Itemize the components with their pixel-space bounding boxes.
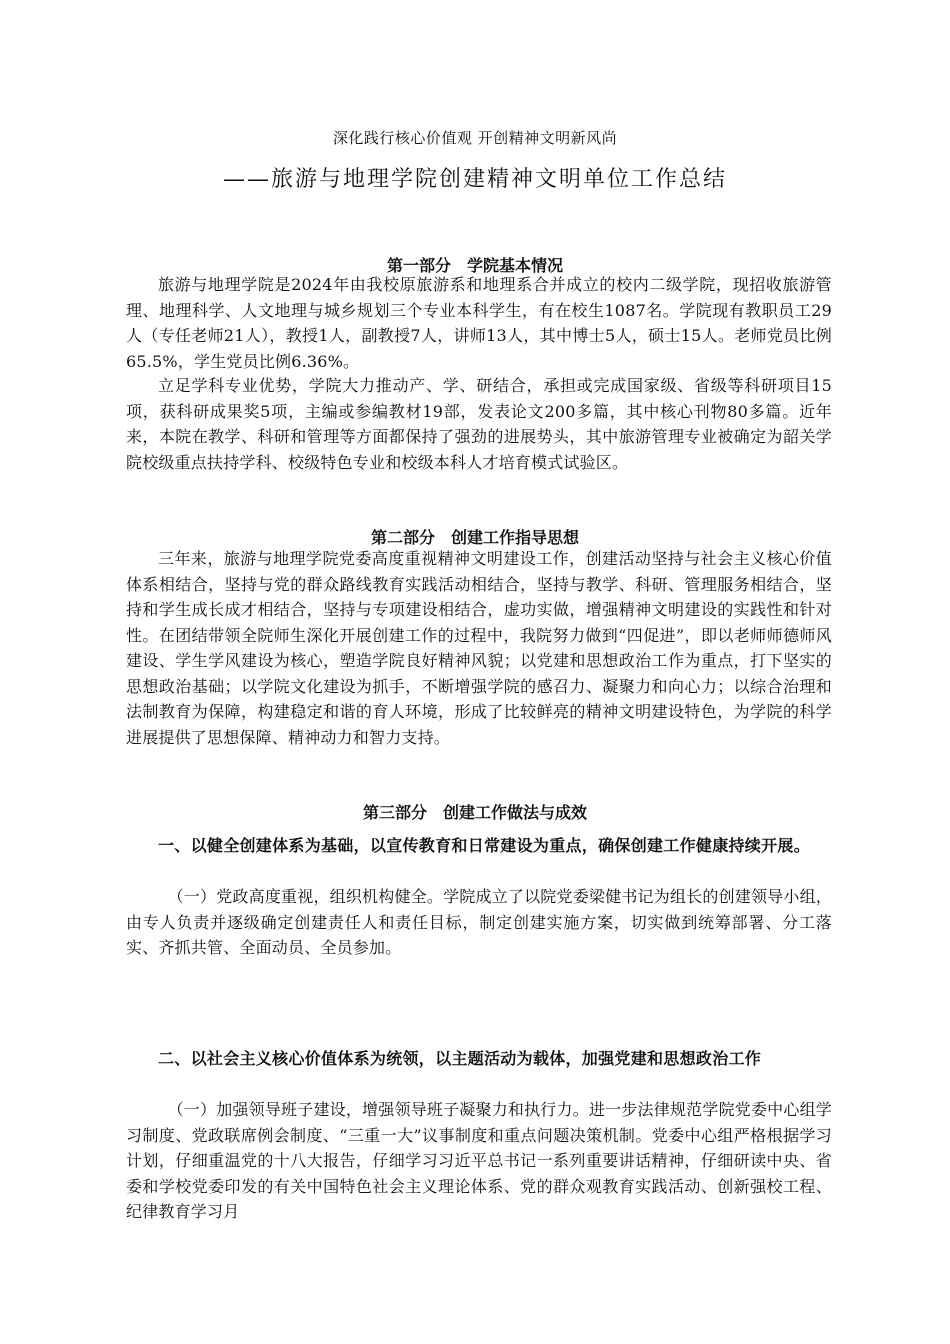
item-paragraph-1: （一）党政高度重视，组织机构健全。学院成立了以院党委梁健书记为组长的创建领导小组，由专人负责并逐级确定创建责任人和责任目标，制定创建实施方案，切实做到统筹部署、分工落实、齐抓共管、全面动员、全员参加。	[126, 887, 832, 957]
item-heading-1: 一、以健全创建体系为基础，以宣传教育和日常建设为重点，确保创建工作健康持续开展。	[158, 836, 811, 855]
item-paragraph-2: （一）加强领导班子建设，增强领导班子凝聚力和执行力。进一步法律规范学院党委中心组学习制度、党政联席例会制度、“三重一大”议事制度和重点问题决策机制。党委中心组严格根据学习计划，仔细重温党的十八大报告，仔细学习习近平总书记一系列重要讲话精神，仔细研读中央、省委和学校党委印发的有关中国特色社会主义理论体系、党的群众观教育实践活动、创新强校工程、纪律教育学习月	[126, 1100, 832, 1221]
section-heading-practices: 第三部分 创建工作做法与成效	[362, 803, 587, 822]
document-subtitle: 深化践行核心价值观 开创精神文明新风尚	[332, 129, 618, 147]
section-heading-guiding-ideology: 第二部分 创建工作指导思想	[370, 528, 579, 547]
paragraph-research-achievements: 立足学科专业优势，学院大力推动产、学、研结合，承担或完成国家级、省级等科研项目15项，获科研成果奖5项，主编或参编教材19部，发表论文200多篇，其中核心刊物80多篇。近年来，本院在教学、科研和管理等方面都保持了强劲的进展势头，其中旅游管理专业被确定为韶关学院校级重点扶持学科、校级特色专业和校级本科人才培育模式试验区。	[126, 376, 832, 472]
section-heading-basic-info: 第一部分 学院基本情况	[386, 256, 563, 275]
item-heading-2: 二、以社会主义核心价值体系为统领，以主题活动为载体，加强党建和思想政治工作	[158, 1049, 762, 1068]
document-title: ——旅游与地理学院创建精神文明单位工作总结	[222, 167, 727, 192]
paragraph-college-overview: 旅游与地理学院是2024年由我校原旅游系和地理系合并成立的校内二级学院，现招收旅游管理、地理科学、人文地理与城乡规划三个专业本科学生，有在校生1087名。学院现有教职员工29人（专任老师21人），教授1人，副教授7人，讲师13人，其中博士5人，硕士15人。老师党员比例65.5%，学生党员比例6.36%。	[126, 275, 832, 371]
paragraph-guiding-ideology: 三年来，旅游与地理学院党委高度重视精神文明建设工作，创建活动坚持与社会主义核心价值体系相结合，坚持与党的群众路线教育实践活动相结合，坚持与教学、科研、管理服务相结合，坚持和学生成长成才相结合，坚持与专项建设相结合，虚功实做，增强精神文明建设的实践性和针对性。在团结带领全院师生深化开展创建工作的过程中，我院努力做到“四促进”，即以老师师德师风建设、学生学风建设为核心，塑造学院良好精神风貌；以党建和思想政治工作为重点，打下坚实的思想政治基础；以学院文化建设为抓手，不断增强学院的感召力、凝聚力和向心力；以综合治理和法制教育为保障，构建稳定和谐的育人环境，形成了比较鲜亮的精神文明建设特色，为学院的科学进展提供了思想保障、精神动力和智力支持。	[126, 549, 832, 747]
